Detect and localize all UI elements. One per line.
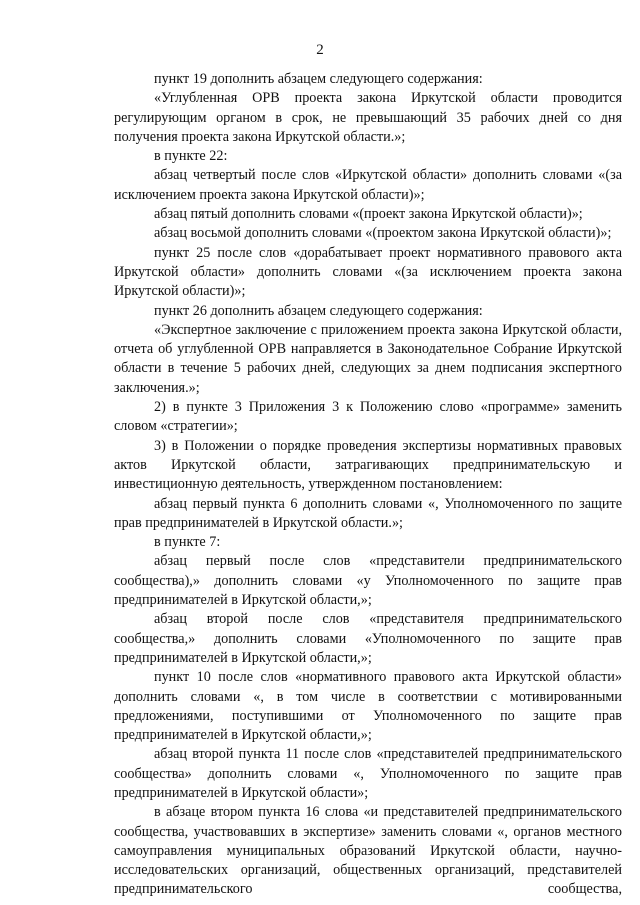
paragraph: 3) в Положении о порядке проведения экспертизы нормативных правовых актов Иркутской области, затрагивающих предпринимательскую и инвестиционную деятельность, утвержденном постановлением:: [114, 437, 622, 493]
paragraph: абзац второй после слов «представителя предпринимательского сообщества,» дополнить словами «Уполномоченного по защите прав предпринимателей в Иркутской области,»;: [114, 611, 622, 666]
paragraph: пункт 25 после слов «дорабатывает проект нормативного правового акта Иркутской области» дополнить словами «(за исключением проекта закона Иркутской области)»;: [114, 244, 622, 300]
paragraph: абзац восьмой дополнить словами «(проектом закона Иркутской области)»;: [154, 225, 612, 242]
paragraph: «Углубленная ОРВ проекта закона Иркутской области проводится регулирующим органом в срок, не превышающий 35 рабочих дней со дня получения проекта закона Иркутской области.»;: [114, 90, 622, 145]
paragraph: абзац четвертый после слов «Иркутской области» дополнить словами «(за исключением проекта закона Иркутской области)»;: [114, 167, 622, 203]
paragraph: пункт 26 дополнить абзацем следующего содержания:: [154, 302, 483, 319]
paragraph: абзац первый пункта 6 дополнить словами «, Уполномоченного по защите прав предпринимателей в Иркутской области.»;: [114, 495, 622, 531]
paragraph: 2) в пункте 3 Приложения 3 к Положению слово «программе» заменить словом «стратегии»;: [114, 399, 622, 435]
paragraph: абзац пятый дополнить словами «(проект закона Иркутской области)»;: [154, 206, 583, 223]
paragraph: абзац первый после слов «представители предпринимательского сообщества),» дополнить словами «у Уполномоченного по защите прав предпринимателей в Иркутской области,»;: [114, 553, 622, 609]
paragraph: в пункте 7:: [154, 534, 221, 551]
paragraph: пункт 10 после слов «нормативного правового акта Иркутской области» дополнить словами «, в том числе в соответствии с мотивированными предложениями, поступившими от Уполномоченного по защите прав предпринимателей в Иркутской области,»;: [114, 669, 622, 744]
page-number: 2: [316, 42, 324, 58]
paragraph: в пункте 22:: [154, 148, 228, 165]
document-body: [114, 70, 622, 900]
paragraph: «Экспертное заключение с приложением проекта закона Иркутской области, отчета об углубленной ОРВ направляется в Законодательное Собрание Иркутской области в течение 5 рабочих дней, следующих за днем подписания экспертного заключения.»;: [114, 321, 622, 396]
paragraph: в абзаце втором пункта 16 слова «и представителей предпринимательского сообщества, участвовавших в экспертизе» заменить словами «, органов местного самоуправления муниципальных образований Иркутской области, научно-исследовательских организаций, общественных организаций, представителей предпринимательского сообщества,: [114, 804, 622, 898]
paragraph: абзац второй пункта 11 после слов «представителей предпринимательского сообщества» дополнить словами «, Уполномоченного по защите прав предпринимателей в Иркутской области»;: [114, 746, 622, 801]
paragraph: пункт 19 дополнить абзацем следующего содержания:: [154, 71, 483, 87]
